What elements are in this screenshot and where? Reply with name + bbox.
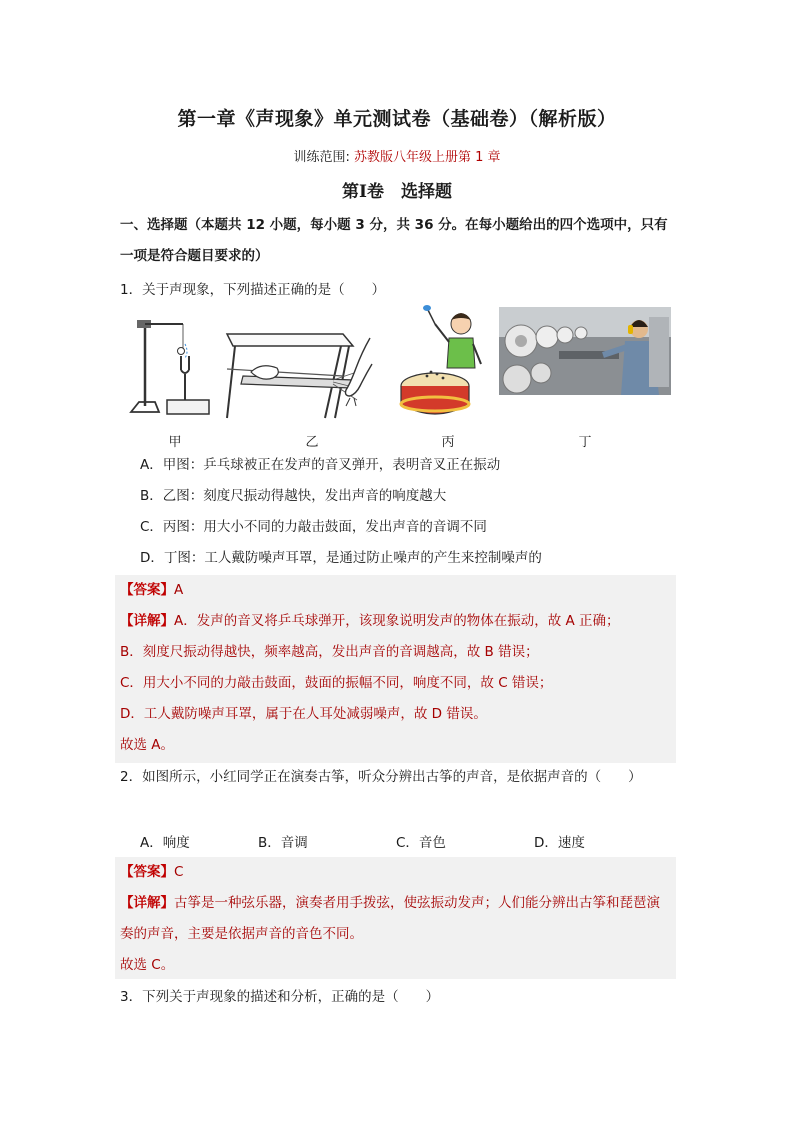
detail-tag: 【详解】 [120, 895, 174, 911]
q2-option-c: C．音色 [396, 835, 446, 851]
figure-label-yi: 乙 [305, 435, 319, 450]
training-scope [0, 146, 794, 165]
q2-detail-line2: 奏的声音，主要是依据声音的音色不同。 [120, 926, 363, 942]
q2-detail-line1 [120, 893, 680, 913]
q2-answer-value: C [174, 864, 184, 880]
page-title: 第一章《声现象》单元测试卷（基础卷）（解析版） [177, 108, 617, 130]
q1-option-b: B．乙图：刻度尺振动得越快，发出声音的响度越大 [140, 488, 447, 504]
q2-answer [120, 862, 680, 882]
q2-detail-text-1: 古筝是一种弦乐器，演奏者用手拨弦，使弦振动发声；人们能分辨出古筝和琵琶演 [174, 895, 660, 911]
detail-tag: 【详解】 [120, 613, 174, 629]
q1-stem: 1．关于声现象，下列描述正确的是（ ） [120, 282, 386, 298]
q2-stem: 2．如图所示，小红同学正在演奏古筝，听众分辨出古筝的声音，是依据声音的（ ） [120, 769, 642, 785]
q2-conclusion: 故选 C。 [120, 957, 175, 973]
q1-detail-line1 [120, 611, 680, 631]
answer-tag: 【答案】 [120, 582, 174, 598]
figure-label-jia: 甲 [168, 435, 182, 450]
q1-detail-line2: B．刻度尺振动得越快，频率越高，发出声音的音调越高，故 B 错误； [120, 644, 539, 660]
volume-heading: 第Ⅰ卷 选择题 [342, 182, 452, 202]
q3-stem: 3．下列关于声现象的描述和分析，正确的是（ ） [120, 989, 440, 1005]
tuning-fork-figure [125, 314, 220, 424]
training-scope-label: 训练范围: [293, 150, 354, 165]
q2-option-d: D．速度 [534, 835, 585, 851]
q1-option-c: C．丙图：用大小不同的力敲击鼓面，发出声音的音调不同 [140, 519, 487, 535]
q1-answer [120, 580, 680, 600]
answer-tag: 【答案】 [120, 864, 174, 880]
training-scope-value: 苏教版八年级上册第 1 章 [353, 150, 501, 165]
q1-detail-text-1: A．发声的音叉将乒乓球弹开，该现象说明发声的物体在振动，故 A 正确； [174, 613, 620, 629]
q1-option-a: A．甲图：乒乓球被正在发声的音叉弹开，表明音叉正在振动 [140, 457, 501, 473]
section-heading-line1: 一、选择题（本题共 12 小题，每小题 3 分，共 36 分。在每小题给出的四个选项中，只有 [120, 217, 668, 233]
factory-worker-photo [499, 307, 671, 395]
figure-label-bing: 丙 [441, 435, 455, 450]
q1-figures [125, 304, 675, 450]
finger-icon [340, 334, 380, 414]
q2-option-b: B．音调 [258, 835, 308, 851]
drum-figure [397, 304, 497, 424]
section-heading-line2: 一项是符合题目要求的） [120, 248, 269, 264]
q1-option-d: D．丁图：工人戴防噪声耳罩，是通过防止噪声的产生来控制噪声的 [140, 550, 542, 566]
q1-detail-line3: C．用大小不同的力敲击鼓面，鼓面的振幅不同，响度不同，故 C 错误； [120, 675, 553, 691]
figure-label-ding: 丁 [578, 435, 592, 450]
q1-detail-line4: D．工人戴防噪声耳罩，属于在人耳处减弱噪声，故 D 错误。 [120, 706, 487, 722]
q1-conclusion: 故选 A。 [120, 737, 175, 753]
q2-option-a: A．响度 [140, 835, 190, 851]
q1-answer-value: A [174, 582, 184, 598]
